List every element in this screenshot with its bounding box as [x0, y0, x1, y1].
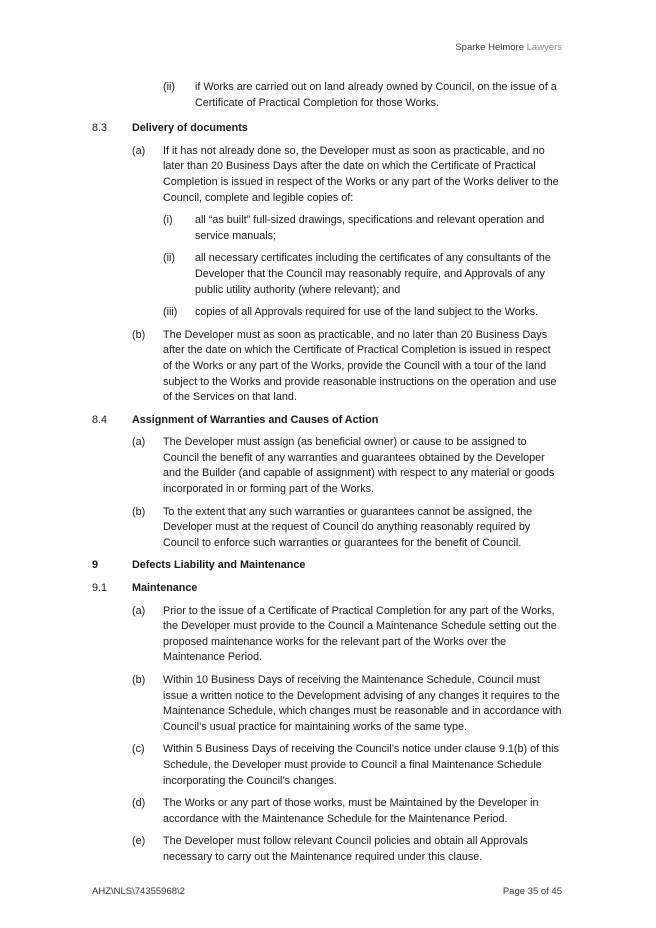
clause-text: The Developer must as soon as practicable, and no later than 20 Business Days after the date on which the Certificate of Practical Completion is issued in respect of the Works or any part of the Works, provide the Council with a tour of the land subject to the Works and provide reasonable instructions on the operation and use of the Services on that land.: [163, 328, 557, 404]
clause-subparagraph: [0, 80, 656, 111]
clause-number: (a): [132, 604, 146, 617]
clause-text: if Works are carried out on land already owned by Council, on the issue of a Certificate of Practical Completion for those Works.: [195, 81, 557, 109]
clause-number: 8.4: [92, 413, 108, 426]
clause-paragraph: [0, 742, 656, 789]
clause-subparagraph: [0, 305, 656, 321]
clause-text: The Works or any part of those works, must be Maintained by the Developer in accordance with the Maintenance Schedule for the Maintenance Period.: [163, 797, 539, 825]
clause-text: all necessary certificates including the certificates of any consultants of the Developer that the Council may reasonably require, and Approvals of any public utility authority (where relevant); and: [195, 252, 551, 296]
clause-text: copies of all Approvals required for use of the land subject to the Works.: [195, 306, 539, 319]
clause-paragraph: [0, 673, 656, 735]
clause-text: Prior to the issue of a Certificate of Practical Completion for any part of the Works, the Developer must provide to the Council a Maintenance Schedule setting out the proposed maintenance works for the relevant part of the Works over the Maintenance Period.: [163, 604, 557, 664]
clause-paragraph: [0, 144, 656, 206]
clause-paragraph: [0, 505, 656, 552]
clause-number: (a): [132, 144, 146, 157]
clause-text: The Developer must assign (as beneficial owner) or cause to be assigned to Council the benefit of any warranties and guarantees obtained by the Developer and the Builder (and capable of assignment) with respect to any material or goods incorporated in or forming part of the Works.: [163, 436, 555, 496]
clause-subparagraph: [0, 213, 656, 244]
clause-paragraph: [0, 796, 656, 827]
page-number: Page 35 of 45: [502, 886, 562, 897]
clause-text: Within 10 Business Days of receiving the Maintenance Schedule, Council must issue a written notice to the Development advising of any changes it requires to the Maintenance Schedule, which changes must be reasonable and in accordance with Council’s usual practice for maintaining works of the same type.: [163, 674, 562, 733]
clause-heading: [0, 413, 656, 429]
clause-heading: [0, 558, 656, 574]
clause-text: Assignment of Warranties and Causes of Action: [132, 413, 379, 426]
clause-number: (ii): [163, 252, 175, 265]
clause-text: If it has not already done so, the Developer must as soon as practicable, and no later than 20 Business Days after the date on which the Certificate of Practical Completion is issued in respect of the Works or any part of the Works deliver to the Council, complete and legible copies of:: [163, 144, 559, 204]
clause-number: (ii): [163, 81, 175, 93]
clause-number: (i): [163, 214, 173, 227]
document-reference: AHZ\NLS\74355968\2: [92, 886, 185, 897]
page-header: [455, 42, 562, 53]
firm-suffix: Lawyers: [526, 42, 562, 53]
clause-text: Maintenance: [132, 582, 198, 595]
clause-subparagraph: [0, 251, 656, 298]
clause-heading: [0, 121, 656, 137]
clause-paragraph: [0, 435, 656, 497]
clause-number: (iii): [163, 306, 178, 319]
clause-number: (c): [132, 743, 145, 756]
clause-text: To the extent that any such warranties or guarantees cannot be assigned, the Developer must at the request of Council do anything reasonably required by Council to enforce such warranties or guarantees for the benefit of Council.: [163, 505, 533, 549]
firm-name: Sparke Helmore: [455, 42, 524, 53]
clause-paragraph: [0, 604, 656, 666]
clause-text: Delivery of documents: [132, 122, 248, 135]
clause-number: (b): [132, 674, 146, 686]
clause-paragraph: [0, 328, 656, 406]
clause-number: 9.1: [92, 582, 108, 595]
clause-text: Defects Liability and Maintenance: [132, 559, 306, 572]
clause-number: (e): [132, 835, 146, 848]
clause-number: (b): [132, 505, 146, 518]
clause-number: (d): [132, 797, 146, 810]
clause-text: Within 5 Business Days of receiving the Council’s notice under clause 9.1(b) of this Schedule, the Developer must provide to Council a final Maintenance Schedule incorporating the Council’s changes.: [163, 743, 559, 787]
clause-text: The Developer must follow relevant Council policies and obtain all Approvals necessary to carry out the Maintenance required under this clause.: [163, 835, 528, 863]
clause-paragraph: [0, 834, 656, 865]
clause-heading: [0, 581, 656, 597]
clause-text: all “as built” full-sized drawings, specifications and relevant operation and service manuals;: [195, 214, 545, 242]
clause-number: (b): [132, 328, 146, 341]
clause-number: (a): [132, 436, 146, 449]
clause-number: 9: [92, 559, 99, 572]
document-body: [0, 80, 656, 866]
clause-number: 8.3: [92, 122, 108, 135]
